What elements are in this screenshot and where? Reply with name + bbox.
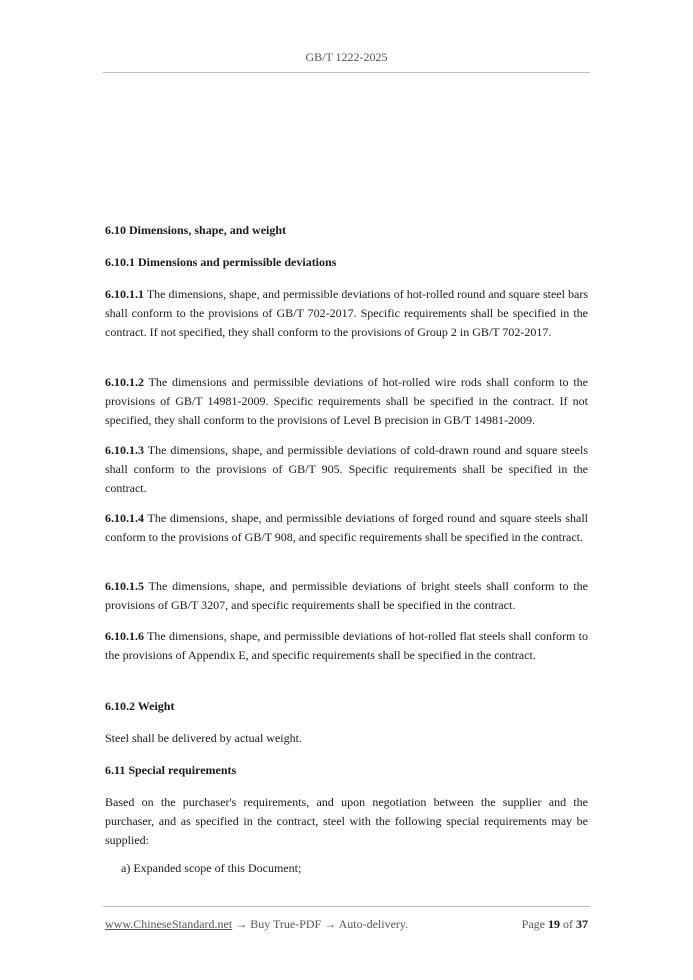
clause-paragraph [105,285,588,342]
clause-text [105,627,588,665]
clause-body: The dimensions, shape, and permissible deviations of forged round and square steels shall conform to the provisions of GB/T 908, and specific requirements shall be specified in the contract. [105,511,588,544]
list-item: a) Expanded scope of this Document; [121,861,302,875]
of-label: of [563,917,573,931]
buy-true-pdf-text: Buy True-PDF [250,917,322,931]
clause-number: 6.10.1.5 [105,579,144,593]
clause-body: The dimensions, shape, and permissible deviations of bright steels shall conform to the provisions of GB/T 3207, and specific requirements shall be specified in the contract. [105,579,588,612]
arrow-right-icon: → [324,917,337,931]
clause-number: 6.10.1.2 [105,375,144,389]
header-divider [103,72,590,73]
clause-number: 6.10.1.6 [105,629,144,643]
clause-paragraph [105,577,588,615]
page-label: Page [521,917,545,931]
page-header-title: GB/T 1222-2025 [305,50,388,64]
clause-number: 6.10.1.3 [105,443,144,457]
footer-divider [103,906,590,907]
clause-paragraph [105,509,588,547]
clause-text [105,373,588,430]
clause-text [105,285,588,342]
clause-text [105,509,588,547]
clause-body: The dimensions, shape, and permissible deviations of hot-rolled flat steels shall conform to the provisions of Appendix E, and specific requirements shall be specified in the contract. [105,629,588,662]
section-heading: 6.10.1 Dimensions and permissible deviations [105,255,337,269]
clause-text [105,577,588,615]
clause-body: The dimensions, shape, and permissible deviations of hot-rolled round and square steel bars shall conform to the provisions of GB/T 702-2017. Specific requirements shall be specified in the contract. If not specified, they shall conform to the provisions of Group 2 in GB/T 702-2017. [105,287,588,339]
clause-body: The dimensions and permissible deviations of hot-rolled wire rods shall conform to the provisions of GB/T 14981-2009. Specific requirements shall be specified in the contract. If not specified, they shall conform to the provisions of Level B precision in GB/T 14981-2009. [105,375,588,427]
footer-promo [105,917,408,932]
body-paragraph: Steel shall be delivered by actual weight. [105,731,302,745]
clause-paragraph [105,441,588,498]
chinesestandard-link[interactable]: www.ChineseStandard.net [105,917,233,931]
clause-number: 6.10.1.1 [105,287,144,301]
clause-paragraph [105,627,588,665]
page-total: 37 [576,917,588,931]
section-heading: 6.10 Dimensions, shape, and weight [105,223,287,237]
section-heading: 6.10.2 Weight [105,699,175,713]
arrow-right-icon: → [235,917,248,931]
clause-body: The dimensions, shape, and permissible deviations of cold-drawn round and square steels shall conform to the provisions of GB/T 905. Specific requirements shall be specified in the contract. [105,443,588,495]
page-indicator [522,917,588,932]
page-number: 19 [548,917,560,931]
clause-paragraph [105,373,588,430]
body-paragraph: Based on the purchaser's requirements, and upon negotiation between the supplier and the purchaser, and as specified in the contract, steel with the following special requirements may be supplied: [105,795,588,847]
clause-number: 6.10.1.4 [105,511,144,525]
clause-text [105,441,588,498]
auto-delivery-text: Auto-delivery. [338,917,409,931]
section-heading: 6.11 Special requirements [105,763,237,777]
